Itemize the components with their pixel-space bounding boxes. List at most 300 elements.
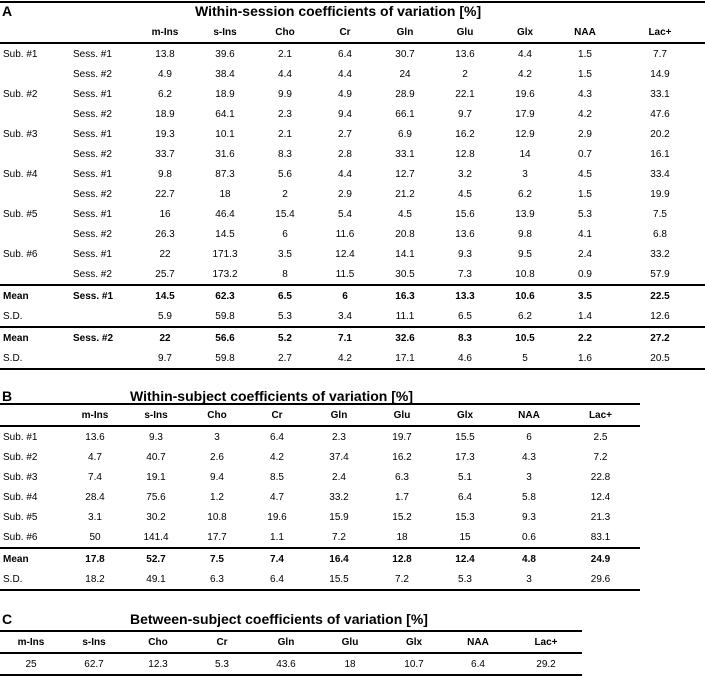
value-cell: 14.5 — [215, 228, 235, 240]
subject-label: Sub. #2 — [3, 451, 38, 463]
sd-label: S.D. — [0, 569, 65, 590]
panel-a-title: Within-session coefficients of variation [%] — [195, 3, 482, 19]
mean-value: 52.7 — [125, 548, 187, 569]
value-cell: 10.8 — [515, 268, 535, 280]
table-row — [0, 43, 705, 64]
column-header: Glu — [435, 22, 495, 43]
value-cell: 2.1 — [278, 48, 292, 60]
mean-value: 13.3 — [435, 285, 495, 306]
value-cell: 6.4 — [270, 431, 284, 443]
table-row — [0, 653, 582, 675]
value-cell: 26.3 — [155, 228, 175, 240]
value-cell: 66.1 — [395, 108, 415, 120]
sd-row — [0, 348, 705, 369]
value-cell: 13.6 — [455, 48, 475, 60]
value-cell: 7.2 — [593, 451, 608, 463]
subject-label: Sub. #6 — [3, 248, 38, 260]
value-cell: 14.9 — [650, 68, 670, 80]
column-header: Glu — [371, 404, 433, 426]
panel-c — [0, 608, 582, 673]
sd-row — [0, 569, 640, 590]
value-cell: 1.5 — [578, 188, 592, 200]
header-row — [0, 631, 582, 653]
value-cell: 1.1 — [270, 531, 284, 543]
value-cell: 0.7 — [578, 148, 592, 160]
value-cell: 2 — [282, 188, 288, 200]
value-cell: 12.7 — [395, 168, 415, 180]
mean-value: 56.6 — [195, 327, 255, 348]
sd-value: 2.7 — [255, 348, 315, 369]
column-header: Lac+ — [561, 404, 640, 426]
subject-label: Sub. #4 — [3, 491, 38, 503]
subject-label: Sub. #6 — [3, 531, 38, 543]
sd-value: 3.4 — [315, 306, 375, 327]
value-cell: 17.9 — [515, 108, 535, 120]
value-cell: 22.8 — [590, 471, 611, 483]
value-cell: 9.3 — [458, 248, 472, 260]
value-cell: 5.3 — [190, 653, 254, 675]
sd-value: 18.2 — [65, 569, 125, 590]
session-label: Sess. #1 — [73, 128, 112, 140]
value-cell: 14.1 — [395, 248, 415, 260]
mean-value: 22 — [135, 327, 195, 348]
table-row — [0, 244, 705, 264]
value-cell: 1.7 — [395, 491, 409, 503]
column-header: Glx — [382, 631, 446, 653]
value-cell: 5.6 — [278, 168, 292, 180]
mean-value: 2.2 — [555, 327, 615, 348]
value-cell: 11.6 — [335, 228, 355, 240]
sd-label: S.D. — [0, 348, 70, 369]
corner-cell — [0, 404, 65, 426]
panel-b — [0, 385, 640, 590]
column-header: Lac+ — [615, 22, 705, 43]
sd-label: S.D. — [0, 306, 70, 327]
column-header: Lac+ — [510, 631, 582, 653]
column-header: Glu — [318, 631, 382, 653]
session-label: Sess. #2 — [73, 108, 112, 120]
session-label: Sess. #2 — [73, 148, 112, 160]
value-cell: 6.4 — [446, 653, 510, 675]
sd-value: 59.8 — [195, 348, 255, 369]
mean-value: 62.3 — [195, 285, 255, 306]
value-cell: 9.7 — [458, 108, 472, 120]
value-cell: 6.4 — [458, 491, 472, 503]
value-cell: 2 — [462, 68, 468, 80]
value-cell: 4.9 — [338, 88, 352, 100]
column-header: s-Ins — [125, 404, 187, 426]
mean-value: 12.8 — [371, 548, 433, 569]
value-cell: 18.9 — [215, 88, 235, 100]
corner-cell — [70, 22, 135, 43]
value-cell: 28.4 — [85, 491, 105, 503]
sd-value: 6.2 — [495, 306, 555, 327]
between-subject-table — [0, 630, 582, 676]
value-cell: 57.9 — [650, 268, 670, 280]
table-row — [0, 224, 705, 244]
value-cell: 6 — [526, 431, 532, 443]
value-cell: 15.2 — [392, 511, 412, 523]
value-cell: 2.4 — [332, 471, 346, 483]
subject-label: Sub. #4 — [3, 168, 38, 180]
value-cell: 2.5 — [593, 431, 608, 443]
value-cell: 3.1 — [88, 511, 102, 523]
table-row — [0, 184, 705, 204]
subject-label: Sub. #1 — [3, 48, 38, 60]
table-row — [0, 64, 705, 84]
value-cell: 33.2 — [650, 248, 670, 260]
value-cell: 4.2 — [518, 68, 532, 80]
mean-value: 16.3 — [375, 285, 435, 306]
value-cell: 12.3 — [126, 653, 190, 675]
column-header: Gln — [307, 404, 371, 426]
value-cell: 30.2 — [146, 511, 166, 523]
panel-a-letter: A — [2, 3, 13, 19]
value-cell: 16.2 — [392, 451, 412, 463]
session-label: Sess. #1 — [73, 88, 112, 100]
sd-value: 5.3 — [255, 306, 315, 327]
sd-value: 6.4 — [247, 569, 307, 590]
value-cell: 7.5 — [653, 208, 667, 220]
mean-label: Mean — [0, 327, 70, 348]
value-cell: 171.3 — [212, 248, 238, 260]
mean-value: 4.8 — [497, 548, 561, 569]
value-cell: 5.8 — [522, 491, 536, 503]
column-header: Glx — [433, 404, 497, 426]
sd-value: 49.1 — [125, 569, 187, 590]
value-cell: 10.1 — [215, 128, 235, 140]
subject-label: Sub. #5 — [3, 511, 38, 523]
table-row — [0, 487, 640, 507]
value-cell: 37.4 — [329, 451, 349, 463]
value-cell: 1.5 — [578, 48, 592, 60]
value-cell: 13.6 — [85, 431, 105, 443]
value-cell: 8.3 — [278, 148, 292, 160]
column-header: NAA — [555, 22, 615, 43]
value-cell: 30.5 — [395, 268, 415, 280]
value-cell: 3.2 — [458, 168, 472, 180]
value-cell: 5.1 — [458, 471, 472, 483]
value-cell: 12.8 — [455, 148, 475, 160]
value-cell: 6.2 — [158, 88, 172, 100]
value-cell: 15.6 — [455, 208, 475, 220]
sd-value: 9.7 — [135, 348, 195, 369]
subject-label: Sub. #3 — [3, 128, 38, 140]
sd-value: 4.2 — [315, 348, 375, 369]
mean-value: 8.3 — [435, 327, 495, 348]
panel-c-title: Between-subject coefficients of variation [%] — [130, 611, 428, 627]
value-cell: 13.6 — [455, 228, 475, 240]
table-row — [0, 264, 705, 285]
table-row — [0, 507, 640, 527]
sd-value: 20.5 — [615, 348, 705, 369]
column-header: m-Ins — [0, 631, 62, 653]
empty-cell — [70, 306, 135, 327]
sd-row — [0, 306, 705, 327]
value-cell: 9.8 — [158, 168, 172, 180]
value-cell: 3 — [526, 471, 532, 483]
session-label: Sess. #1 — [73, 208, 112, 220]
value-cell: 83.1 — [590, 531, 611, 543]
subject-label — [0, 64, 70, 84]
value-cell: 33.1 — [395, 148, 415, 160]
value-cell: 12.4 — [590, 491, 611, 503]
value-cell: 16 — [159, 208, 171, 220]
table-row — [0, 467, 640, 487]
column-header: NAA — [446, 631, 510, 653]
value-cell: 14 — [519, 148, 531, 160]
value-cell: 3 — [522, 168, 528, 180]
column-header: s-Ins — [195, 22, 255, 43]
value-cell: 62.7 — [62, 653, 126, 675]
value-cell: 9.5 — [518, 248, 532, 260]
value-cell: 4.4 — [278, 68, 292, 80]
mean-value: 14.5 — [135, 285, 195, 306]
sd-value: 1.6 — [555, 348, 615, 369]
value-cell: 22 — [159, 248, 171, 260]
value-cell: 2.6 — [210, 451, 224, 463]
table-row — [0, 164, 705, 184]
value-cell: 3.5 — [278, 248, 292, 260]
value-cell: 10.8 — [207, 511, 227, 523]
value-cell: 64.1 — [215, 108, 235, 120]
value-cell: 6.4 — [338, 48, 352, 60]
subject-label: Sub. #1 — [3, 431, 38, 443]
value-cell: 4.3 — [522, 451, 536, 463]
value-cell: 12.4 — [335, 248, 355, 260]
subject-label — [0, 104, 70, 124]
value-cell: 4.5 — [458, 188, 472, 200]
value-cell: 6.2 — [518, 188, 532, 200]
mean-value: 6 — [315, 285, 375, 306]
value-cell: 2.3 — [278, 108, 292, 120]
value-cell: 22.7 — [155, 188, 175, 200]
panel-b-letter: B — [2, 388, 13, 404]
value-cell: 18.9 — [155, 108, 175, 120]
value-cell: 4.4 — [338, 68, 352, 80]
value-cell: 7.7 — [653, 48, 667, 60]
value-cell: 50 — [89, 531, 101, 543]
sd-value: 4.6 — [435, 348, 495, 369]
value-cell: 25.7 — [155, 268, 175, 280]
value-cell: 4.2 — [270, 451, 284, 463]
empty-cell — [70, 348, 135, 369]
value-cell: 3 — [214, 431, 220, 443]
sd-value: 6.3 — [187, 569, 247, 590]
value-cell: 17.3 — [455, 451, 475, 463]
session-label: Sess. #2 — [73, 228, 112, 240]
table-row — [0, 426, 640, 447]
value-cell: 2.8 — [338, 148, 352, 160]
value-cell: 20.8 — [395, 228, 415, 240]
mean-value: 7.4 — [247, 548, 307, 569]
value-cell: 2.3 — [332, 431, 346, 443]
column-header: Cr — [315, 22, 375, 43]
sd-value: 5.3 — [433, 569, 497, 590]
session-label: Sess. #1 — [70, 285, 135, 306]
value-cell: 9.3 — [522, 511, 536, 523]
session-label: Sess. #2 — [70, 327, 135, 348]
value-cell: 15.5 — [455, 431, 475, 443]
mean-label: Mean — [0, 285, 70, 306]
mean-value: 24.9 — [561, 548, 640, 569]
value-cell: 4.5 — [578, 168, 592, 180]
value-cell: 6 — [282, 228, 288, 240]
session-label: Sess. #1 — [73, 248, 112, 260]
mean-value: 32.6 — [375, 327, 435, 348]
value-cell: 11.5 — [335, 268, 355, 280]
value-cell: 33.4 — [650, 168, 670, 180]
value-cell: 8 — [282, 268, 288, 280]
value-cell: 173.2 — [212, 268, 238, 280]
value-cell: 16.2 — [455, 128, 475, 140]
panel-c-letter: C — [2, 611, 13, 627]
column-header: Cho — [126, 631, 190, 653]
sd-value: 5 — [495, 348, 555, 369]
column-header: s-Ins — [62, 631, 126, 653]
value-cell: 9.4 — [338, 108, 352, 120]
value-cell: 4.7 — [88, 451, 102, 463]
within-session-table — [0, 22, 705, 370]
value-cell: 4.2 — [578, 108, 592, 120]
value-cell: 4.1 — [578, 228, 592, 240]
value-cell: 2.9 — [578, 128, 592, 140]
value-cell: 21.2 — [395, 188, 415, 200]
value-cell: 46.4 — [215, 208, 235, 220]
value-cell: 87.3 — [215, 168, 235, 180]
column-header: m-Ins — [135, 22, 195, 43]
session-label: Sess. #2 — [73, 68, 112, 80]
value-cell: 9.4 — [210, 471, 224, 483]
value-cell: 24 — [399, 68, 411, 80]
value-cell: 2.9 — [338, 188, 352, 200]
column-header: m-Ins — [65, 404, 125, 426]
value-cell: 33.1 — [650, 88, 670, 100]
subject-label — [0, 224, 70, 244]
value-cell: 47.6 — [650, 108, 670, 120]
sd-value: 59.8 — [195, 306, 255, 327]
value-cell: 7.3 — [458, 268, 472, 280]
mean-value: 7.5 — [187, 548, 247, 569]
sd-value: 12.6 — [615, 306, 705, 327]
value-cell: 1.2 — [210, 491, 224, 503]
value-cell: 8.5 — [270, 471, 284, 483]
value-cell: 19.6 — [267, 511, 287, 523]
column-header: Gln — [254, 631, 318, 653]
value-cell: 15.9 — [329, 511, 349, 523]
value-cell: 17.7 — [207, 531, 227, 543]
session-label: Sess. #2 — [73, 268, 112, 280]
mean-value: 10.5 — [495, 327, 555, 348]
mean-row — [0, 327, 705, 348]
value-cell: 18 — [318, 653, 382, 675]
value-cell: 30.7 — [395, 48, 415, 60]
mean-row — [0, 548, 640, 569]
value-cell: 10.7 — [382, 653, 446, 675]
value-cell: 7.4 — [88, 471, 102, 483]
sd-value: 11.1 — [375, 306, 435, 327]
value-cell: 21.3 — [590, 511, 611, 523]
value-cell: 4.7 — [270, 491, 284, 503]
column-header: Glx — [495, 22, 555, 43]
value-cell: 39.6 — [215, 48, 235, 60]
value-cell: 0.6 — [522, 531, 536, 543]
value-cell: 15.3 — [455, 511, 475, 523]
value-cell: 13.9 — [515, 208, 535, 220]
value-cell: 2.1 — [278, 128, 292, 140]
corner-cell — [0, 22, 70, 43]
value-cell: 22.1 — [455, 88, 475, 100]
sd-value: 6.5 — [435, 306, 495, 327]
value-cell: 4.5 — [398, 208, 412, 220]
sd-value: 5.9 — [135, 306, 195, 327]
column-header: Cho — [187, 404, 247, 426]
value-cell: 38.4 — [215, 68, 235, 80]
column-header: Gln — [375, 22, 435, 43]
value-cell: 33.2 — [329, 491, 349, 503]
sd-value: 17.1 — [375, 348, 435, 369]
value-cell: 0.9 — [578, 268, 592, 280]
value-cell: 19.3 — [155, 128, 175, 140]
value-cell: 15.4 — [275, 208, 295, 220]
column-header: Cr — [247, 404, 307, 426]
value-cell: 33.7 — [155, 148, 175, 160]
value-cell: 5.3 — [578, 208, 592, 220]
value-cell: 16.1 — [650, 148, 670, 160]
value-cell: 2.4 — [578, 248, 592, 260]
column-header: Cho — [255, 22, 315, 43]
value-cell: 19.9 — [650, 188, 670, 200]
value-cell: 43.6 — [254, 653, 318, 675]
sd-value: 3 — [497, 569, 561, 590]
mean-value: 5.2 — [255, 327, 315, 348]
subject-label: Sub. #3 — [3, 471, 38, 483]
value-cell: 141.4 — [143, 531, 169, 543]
value-cell: 15 — [459, 531, 471, 543]
value-cell: 6.3 — [395, 471, 409, 483]
value-cell: 5.4 — [338, 208, 352, 220]
subject-label — [0, 184, 70, 204]
mean-value: 6.5 — [255, 285, 315, 306]
table-row — [0, 527, 640, 548]
panel-b-title: Within-subject coefficients of variation [%] — [130, 388, 414, 404]
subject-label — [0, 144, 70, 164]
sd-value: 1.4 — [555, 306, 615, 327]
session-label: Sess. #1 — [73, 48, 112, 60]
value-cell: 4.9 — [158, 68, 172, 80]
mean-row — [0, 285, 705, 306]
column-header: Cr — [190, 631, 254, 653]
sd-value: 29.6 — [561, 569, 640, 590]
subject-label — [0, 264, 70, 285]
mean-value: 22.5 — [615, 285, 705, 306]
value-cell: 1.5 — [578, 68, 592, 80]
table-row — [0, 124, 705, 144]
column-header: NAA — [497, 404, 561, 426]
value-cell: 4.4 — [518, 48, 532, 60]
value-cell: 31.6 — [215, 148, 235, 160]
value-cell: 28.9 — [395, 88, 415, 100]
value-cell: 7.2 — [332, 531, 346, 543]
sd-value: 7.2 — [371, 569, 433, 590]
table-row — [0, 144, 705, 164]
value-cell: 19.6 — [515, 88, 535, 100]
sd-value: 15.5 — [307, 569, 371, 590]
mean-label: Mean — [0, 548, 65, 569]
mean-value: 27.2 — [615, 327, 705, 348]
value-cell: 9.9 — [278, 88, 292, 100]
mean-value: 7.1 — [315, 327, 375, 348]
